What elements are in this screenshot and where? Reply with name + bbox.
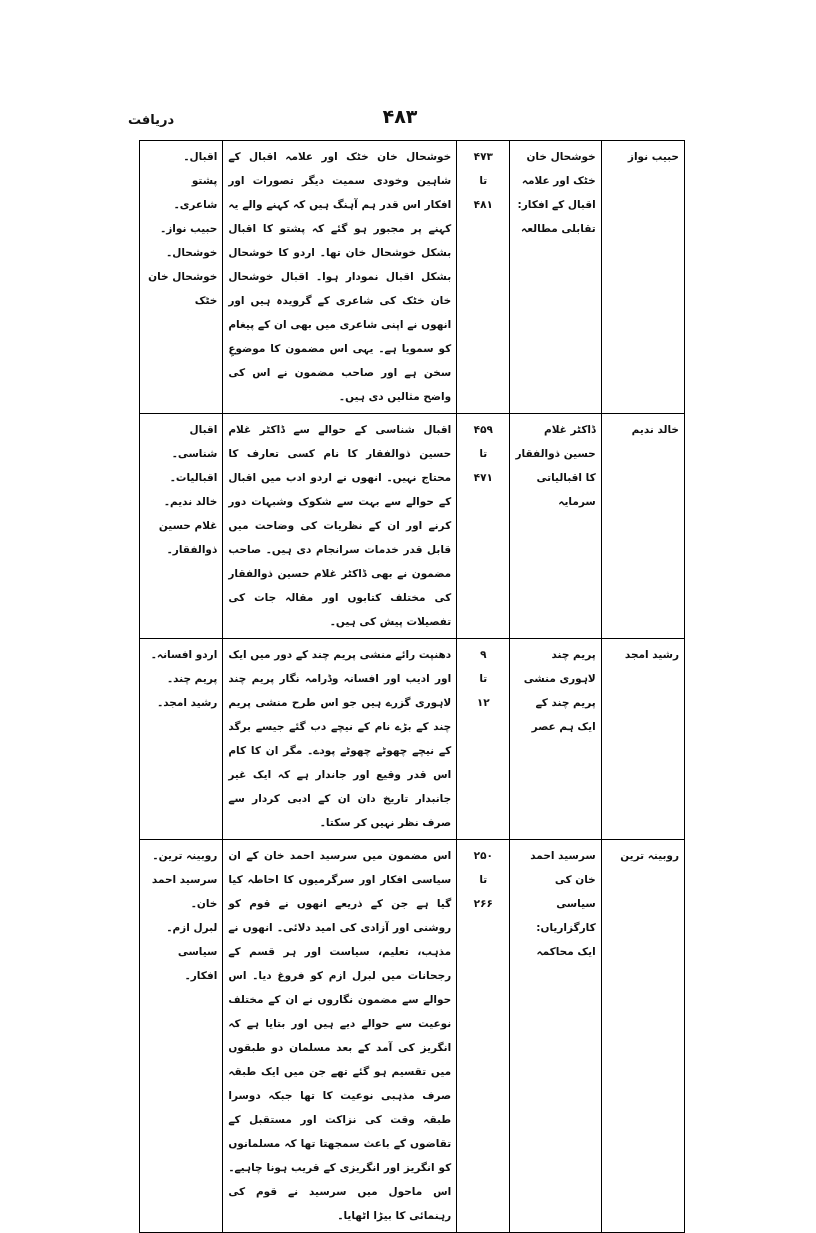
journal-name: دریافت [128,113,175,128]
page-from: ۴۷۳ [473,151,493,163]
page-to-label: تا [479,874,488,886]
keyword: سیاسی افکار۔ [177,946,218,982]
page-to: ۲۶۶ [473,898,493,910]
keyword: حبیب نواز۔ [160,223,218,235]
summary-cell: دھنپت رائے منشی پریم چند کے دور میں ایک اور ادیب اور افسانہ وڈرامہ نگار پریم چند لاہوری گزرے ہیں جو اس طرح منشی پریم چند کے بڑے نام کے نیچے دب گئے جیسے برگد کے نیچے چھوٹے چھوٹے پودے۔ مگر ان کا کام اس قدر وقیع اور جاندار ہے کہ ایک غیر جانبدار تاریخ دان ان کے ادبی کردار سے صرف نظر نہیں کر سکتا۔ [223,639,457,840]
keyword: لبرل ازم۔ [166,922,218,934]
keyword: رشید امجد۔ [157,697,218,709]
page-from: ۴۵۹ [473,424,493,436]
title-cell: پریم چند لاہوری منشی پریم چند کے ایک ہم عصر [510,639,601,840]
keyword: غلام حسین [158,520,218,532]
keyword: اردو افسانہ۔ [150,649,218,661]
title-cell: خوشحال خان خٹک اور علامہ اقبال کے افکار: تقابلی مطالعہ [510,141,601,414]
title-cell: ڈاکٹر غلام حسین ذوالفقار کا اقبالیاتی سرمایہ [510,414,601,639]
summary-cell: خوشحال خان خٹک اور علامہ اقبال کے شاہین وخودی سمیت دیگر تصورات اور افکار اس قدر ہم آہنگ ہیں کہ کہنے والے یہ کہنے پر مجبور ہو گئے کہ پشتو کا اقبال بشکل خوشحال خان تھا۔ اردو کا خوشحال بشکل اقبال نمودار ہوا۔ اقبال خوشحال خان خٹک کی شاعری کے گرویدہ ہیں اور انھوں نے اپنی شاعری میں بھی ان کے پیغام کو سمویا ہے۔ یہی اس مضمون کا موضوعِ سخن ہے اور صاحب مضمون نے اس کی واضح مثالیں دی ہیں۔ [223,141,457,414]
keyword: اقبال شناسی۔ [171,424,218,460]
keywords-cell [140,414,223,639]
keywords-cell [140,840,223,1233]
keyword: اقبالیات۔ [169,472,218,484]
table-row [140,414,685,639]
author-cell: حبیب نواز [601,141,684,414]
keywords-cell [140,141,223,414]
page-to-label: تا [479,673,488,685]
index-table [139,140,685,1233]
keyword: سرسید احمد خان۔ [151,874,218,910]
page-to: ۱۲ [476,697,490,709]
page-number: ۴۸۳ [382,106,418,128]
keyword: اقبال۔ [183,151,218,163]
page-to-label: تا [479,175,488,187]
summary-cell: اقبال شناسی کے حوالے سے ڈاکٹر غلام حسین ذوالفقار کا نام کسی تعارف کا محتاج نہیں۔ انھوں نے اردو ادب میں اقبال کے حوالے سے بہت سے شکوک وشبہات دور کرنے اور ان کے نظریات کی وضاحت میں قابل قدر خدمات سرانجام دی ہیں۔ صاحب مضمون نے بھی ڈاکٹر غلام حسین ذوالفقار کی مختلف کتابوں اور مقالہ جات کی تفصیلات پیش کی ہیں۔ [223,414,457,639]
page-to-label: تا [479,448,488,460]
page-to: ۴۷۱ [473,472,493,484]
page-from: ۹ [480,649,487,661]
table-row [140,639,685,840]
pages-cell [457,141,510,414]
keyword: خالد ندیم۔ [163,496,218,508]
page-from: ۲۵۰ [473,850,493,862]
keywords-cell [140,639,223,840]
keyword: خٹک [194,295,218,307]
keyword: خوشحال۔ [166,247,218,259]
keyword: پشتو شاعری۔ [173,175,218,211]
keyword: ذوالفقار۔ [166,544,218,556]
summary-cell: اس مضمون میں سرسید احمد خان کے ان سیاسی افکار اور سرگرمیوں کا احاطہ کیا گیا ہے جن کے ذریعے انھوں نے قوم کو روشنی اور آزادی کی امید دلائی۔ انھوں نے مذہب، تعلیم، سیاست اور ہر قسم کے رجحانات میں لبرل ازم کو فروغ دیا۔ اس حوالے سے مضمون نگاروں نے ان کے مختلف نوعیت سے حوالے دیے ہیں اور بتایا ہے کہ انگریز کی آمد کے بعد مسلمان دو طبقوں میں تقسیم ہو گئے تھے جن میں ایک طبقہ صرف مذہبی نوعیت کا تھا جبکہ دوسرا طبقہ وقت کی نزاکت اور مستقبل کے تقاضوں کے باعث سمجھتا تھا کہ مسلمانوں کو انگریز اور انگریزی کے قریب ہونا چاہیے۔ اس ماحول میں سرسید نے قوم کی رہنمائی کا بیڑا اٹھایا۔ [223,840,457,1233]
author-cell: رشید امجد [601,639,684,840]
keyword: خوشحال خان [148,271,218,283]
pages-cell [457,414,510,639]
pages-cell [457,639,510,840]
author-cell: روبینہ ترین [601,840,684,1233]
keyword: پریم چند۔ [166,673,218,685]
keyword: روبینہ ترین۔ [152,850,218,862]
page-to: ۴۸۱ [473,199,493,211]
table-row [140,840,685,1233]
title-cell: سرسید احمد خان کی سیاسی کارگزاریاں: ایک محاکمہ [510,840,601,1233]
author-cell: خالد ندیم [601,414,684,639]
pages-cell [457,840,510,1233]
table-row [140,141,685,414]
